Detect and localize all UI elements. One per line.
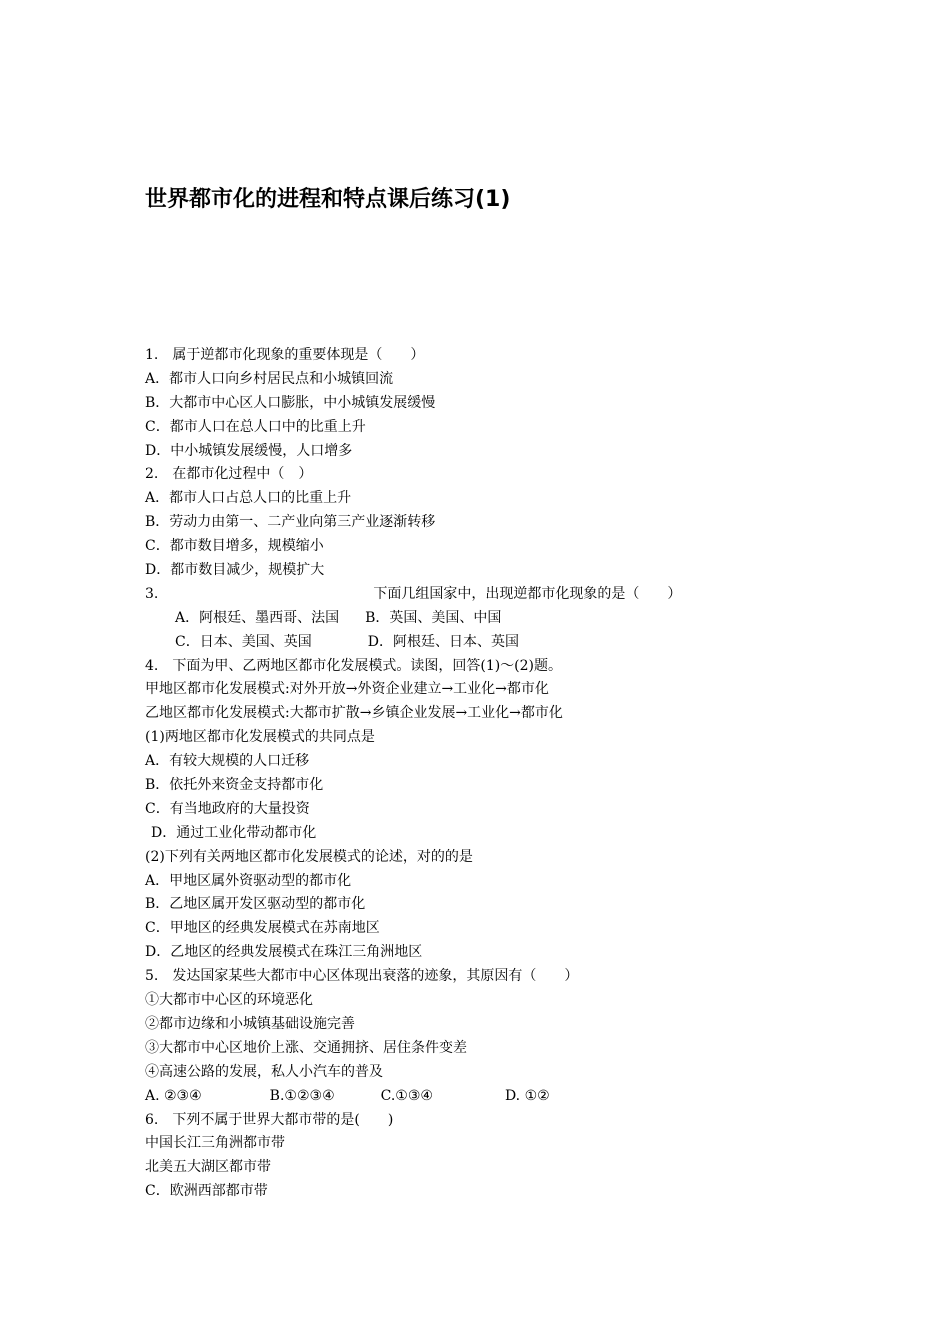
q1-option-b: B．大都市中心区人口膨胀，中小城镇发展缓慢 [145,394,436,411]
q5-item-1: ①大都市中心区的环境恶化 [145,992,313,1009]
q4-sub2-option-c: C．甲地区的经典发展模式在苏南地区 [145,920,380,937]
q3-stem-line [145,583,845,607]
q3-options-row-1 [145,607,845,631]
q2-option-a: A．都市人口占总人口的比重上升 [145,490,352,507]
q1-stem: 1. 属于逆都市化现象的重要体现是（ ） [145,347,425,363]
q1-option-c: C．都市人口在总人口中的比重上升 [145,418,366,435]
q2-option-c: C．都市数目增多，规模缩小 [145,538,324,555]
q4-sub2-option-b: B．乙地区属开发区驱动型的都市化 [145,896,366,913]
q6-option-c: C．欧洲西部都市带 [145,1183,268,1200]
q3-option-d: D．阿根廷、日本、英国 [367,633,519,650]
q5-stem: 5. 发达国家某些大都市中心区体现出衰落的迹象，其原因有（ ） [145,968,579,985]
q3-stem: 下面几组国家中，出现逆都市化现象的是（ ） [373,585,682,602]
q2-stem: 2. 在都市化过程中（ ） [145,466,313,483]
q3-option-b: B．英国、美国、中国 [365,609,502,626]
q4-sub2-option-d: D．乙地区的经典发展模式在珠江三角洲地区 [145,944,423,961]
q4-stem: 4. 下面为甲、乙两地区都市化发展模式。读图，回答(1)～(2)题。 [145,657,563,674]
q6-stem: 6. 下列不属于世界大都市带的是( ) [145,1111,394,1128]
q6-option-1: 中国长江三角洲都市带 [145,1135,285,1152]
page-title: 世界都市化的进程和特点课后练习(1) [145,187,511,212]
q5-item-2: ②都市边缘和小城镇基础设施完善 [145,1015,355,1032]
q3-option-c: C．日本、美国、英国 [175,633,312,650]
q6-option-2: 北美五大湖区都市带 [145,1159,271,1176]
q5-option-a: A. ②③④ [145,1087,202,1104]
q5-option-c: C.①③④ [380,1087,433,1104]
q1-option-a: A．都市人口向乡村居民点和小城镇回流 [145,370,394,387]
q4-sub1-option-c: C．有当地政府的大量投资 [145,800,310,817]
q4-sub2-stem: (2)下列有关两地区都市化发展模式的论述，对的的是 [145,848,473,865]
q4-sub1-option-b: B．依托外来资金支持都市化 [145,777,324,794]
q3-option-a: A．阿根廷、墨西哥、法国 [175,609,340,626]
q4-mode-jia: 甲地区都市化发展模式:对外开放→外资企业建立→工业化→都市化 [145,681,549,698]
q4-sub1-stem: (1)两地区都市化发展模式的共同点是 [145,729,375,746]
q1-option-d: D．中小城镇发展缓慢，人口增多 [145,442,353,459]
q3-options-row-2 [145,631,845,655]
q4-sub1-option-d: D．通过工业化带动都市化 [151,824,317,841]
q2-option-b: B．劳动力由第一、二产业向第三产业逐渐转移 [145,514,436,531]
exercise-body [145,344,845,1204]
q5-option-b: B.①②③④ [269,1087,335,1104]
q4-sub2-option-a: A．甲地区属外资驱动型的都市化 [145,872,352,889]
q5-options-row [145,1085,845,1109]
q3-number: 3. [145,585,159,602]
q2-option-d: D．都市数目减少，规模扩大 [145,562,325,579]
q4-sub1-option-a: A．有较大规模的人口迁移 [145,753,310,770]
q5-option-d: D. ①② [504,1087,550,1104]
q5-item-4: ④高速公路的发展，私人小汽车的普及 [145,1063,383,1080]
q4-mode-yi: 乙地区都市化发展模式:大都市扩散→乡镇企业发展→工业化→都市化 [145,705,563,722]
q5-item-3: ③大都市中心区地价上涨、交通拥挤、居住条件变差 [145,1039,467,1056]
